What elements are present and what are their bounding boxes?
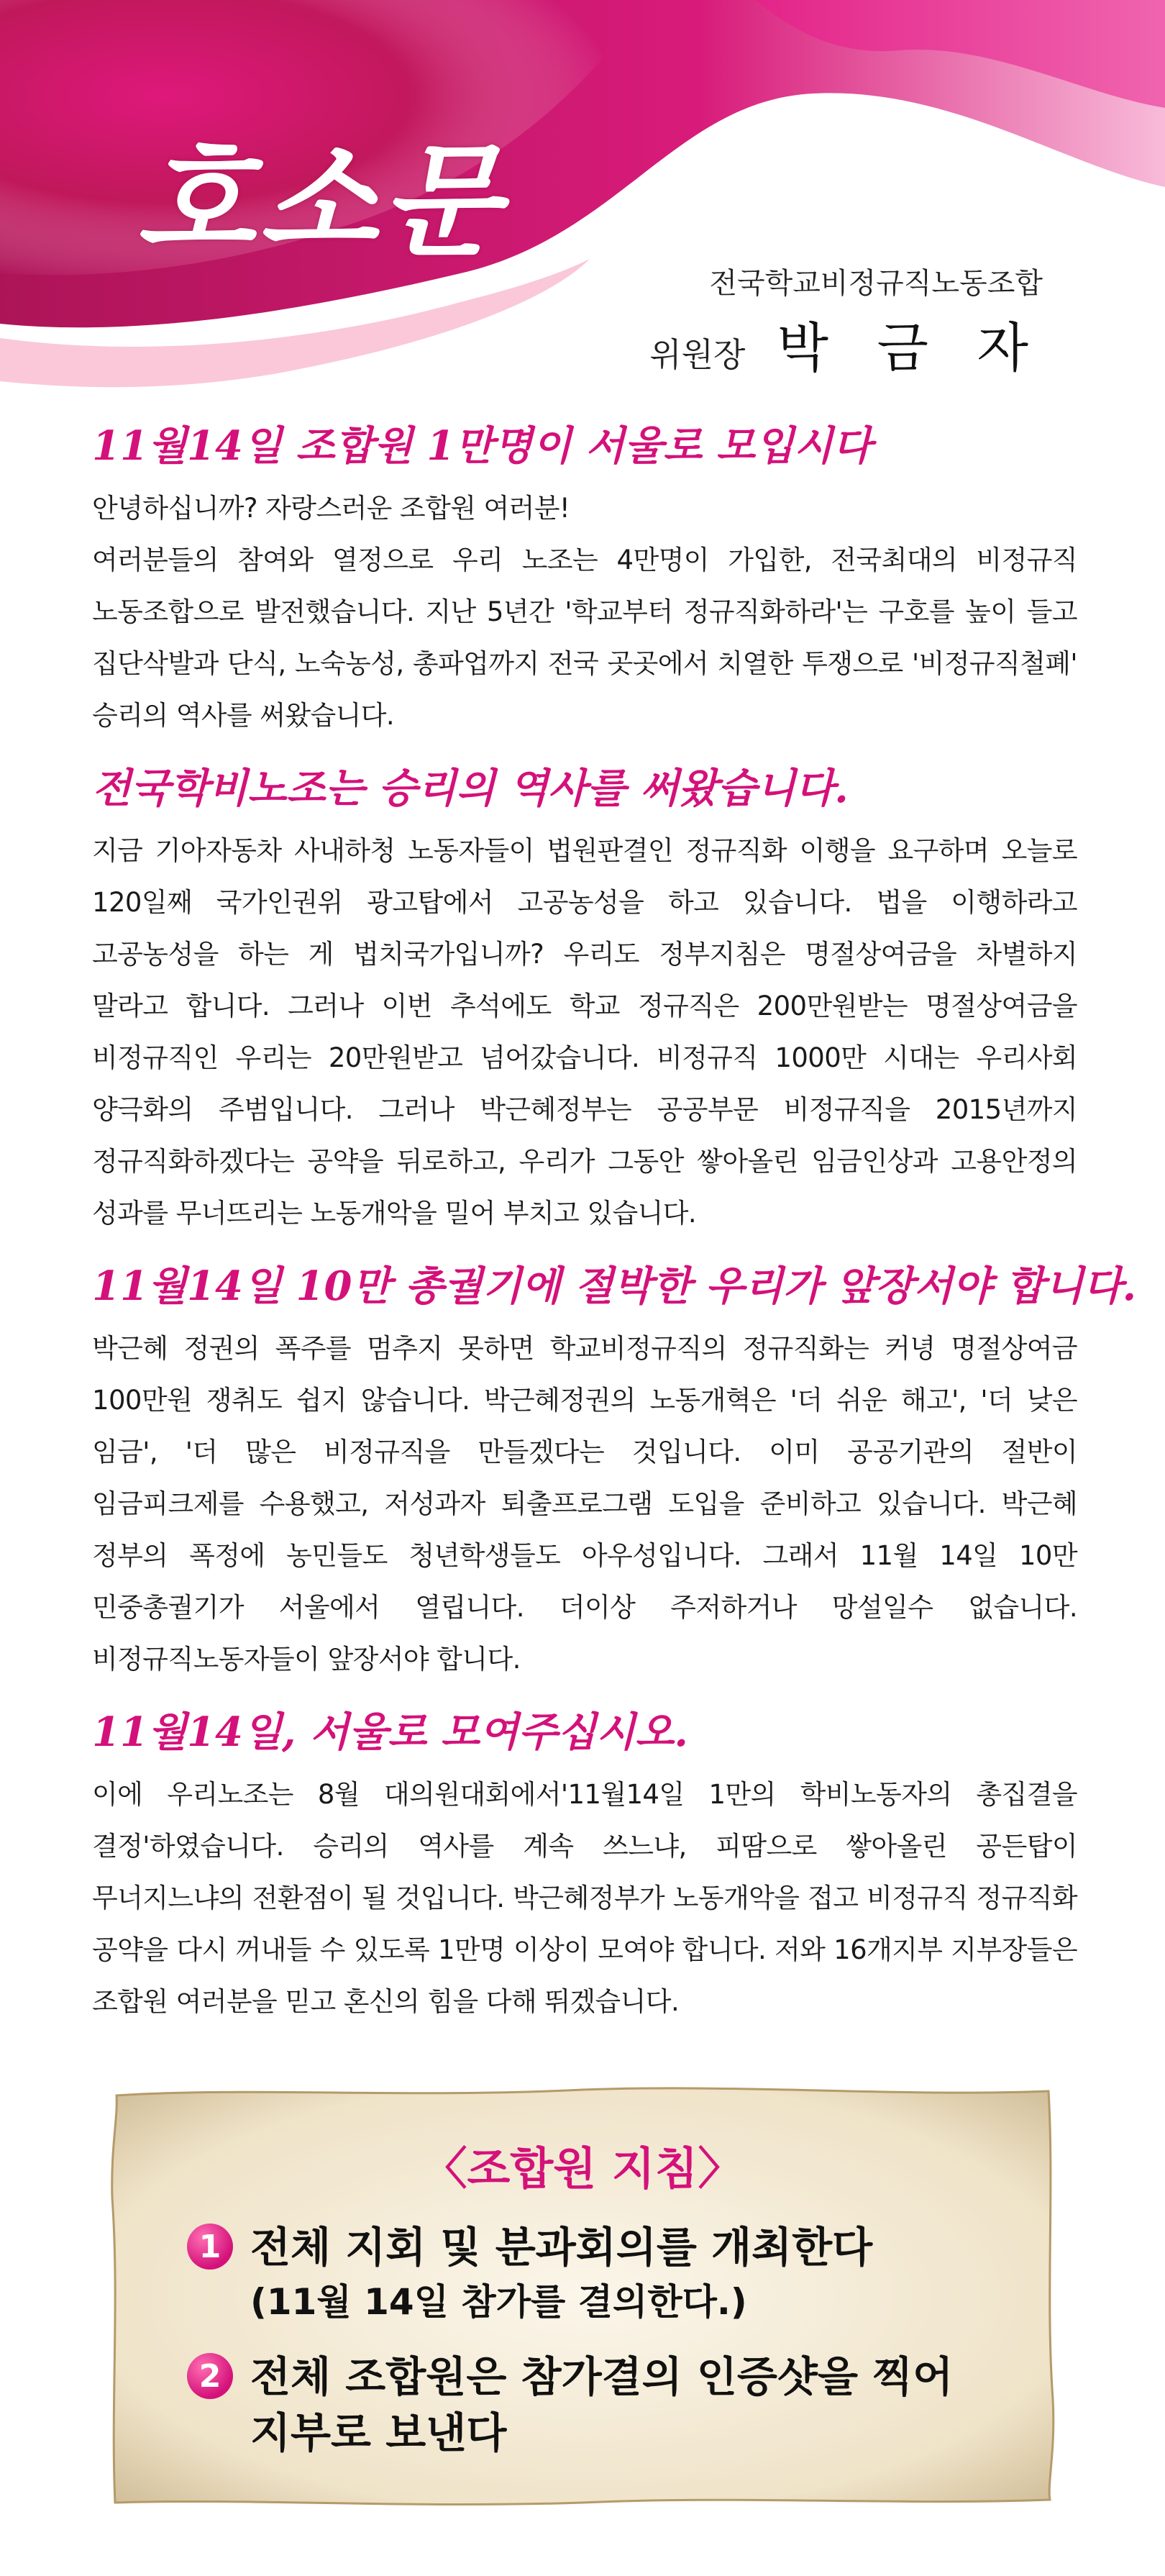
section-1 [92,421,1077,742]
number-2-icon: 2 [187,2353,233,2399]
section-body [92,483,1077,742]
paragraph: 이에 우리노조는 8월 대의원대회에서'11월14일 1만의 학비노동자의 총집결을 결정'하였습니다. 승리의 역사를 계속 쓰느냐, 피땀으로 쌓아올린 공든탑이 무너지느냐의 전환점이 될 것입니다. 박근혜정부가 노동개악을 접고 비정규직 정규직화 공약을 다시 꺼내들 수 있도록 1만명 이상이 모여야 합니다. 저와 16개지부 지부장들은 조합원 여러분을 믿고 혼신의 힘을 다해 뛰겠습니다. [92,1779,1077,2017]
paragraph: 지금 기아자동차 사내하청 노동자들이 법원판결인 정규직화 이행을 요구하며 오늘로 120일째 국가인권위 광고탑에서 고공농성을 하고 있습니다. 법을 이행하라고 고공농성을 하는 게 법치국가입니까? 우리도 정부지침은 명절상여금을 차별하지 말라고 합니다. 그러나 이번 추석에도 학교 정규직은 200만원받는 명절상여금을 비정규직인 우리는 20만원받고 넘어갔습니다. 비정규직 1000만 시대는 우리사회 양극화의 주범입니다. 그러나 박근혜정부는 공공부문 비정규직을 2015년까지 정규직화하겠다는 공약을 뒤로하고, 우리가 그동안 쌓아올린 임금인상과 고용안정의 성과를 무너뜨리는 노동개악을 밀어 부치고 있습니다. [92,835,1077,1229]
section-heading: 전국학비노조는 승리의 역사를 써왔습니다. [92,765,849,812]
section-4 [92,1707,1077,2028]
section-body [92,825,1077,1239]
organization-name: 전국학교비정규직노동조합 [709,267,1043,300]
appeal-sections [92,421,1137,2049]
section-heading: 11월14일 10만 총궐기에 절박한 우리가 앞장서야 합니다. [92,1262,1137,1310]
guideline-line1: 전체 지회 및 분과회의를 개최한다 [250,2223,873,2272]
paragraph: 박근혜 정권의 폭주를 멈추지 못하면 학교비정규직의 정규직화는 커녕 명절상여금 100만원 쟁취도 쉽지 않습니다. 박근혜정권의 노동개혁은 '더 쉬운 해고', '더 낮은 임금', '더 많은 비정규직을 만들겠다는 것입니다. 이미 공공기관의 절반이 임금피크제를 수용했고, 저성과자 퇴출프로그램 도입을 준비하고 있습니다. 박근혜 정부의 폭정에 농민들도 청년학생들도 아우성입니다. 그래서 11월 14일 10만 민중총궐기가 서울에서 열립니다. 더이상 주저하거나 망설일수 없습니다. 비정규직노동자들이 앞장서야 합니다. [92,1333,1077,1675]
section-2 [92,763,1077,1239]
section-heading: 11월14일 조합원 1만명이 서울로 모입시다 [92,422,872,470]
guideline-line2: 지부로 보낸다 [250,2408,507,2457]
guidelines-panel [108,2083,1057,2507]
paragraph: 안녕하십니까? 자랑스러운 조합원 여러분! [92,493,570,524]
section-body [92,1323,1077,1685]
guideline-line1: 전체 조합원은 참가결의 인증샷을 찍어 [250,2352,954,2401]
section-body [92,1769,1077,2028]
guidelines-title: 〈조합원 지침〉 [422,2142,743,2195]
section-3 [92,1261,1137,1685]
number-1-icon: 1 [187,2224,233,2270]
guideline-item-1 [187,2219,872,2329]
section-heading: 11월14일, 서울로 모여주십시오. [92,1708,688,1756]
paragraph: 여러분들의 참여와 열정으로 우리 노조는 4만명이 가입한, 전국최대의 비정규직 노동조합으로 발전했습니다. 지난 5년간 '학교부터 정규직화하라'는 구호를 높이 들고 집단삭발과 단식, 노숙농성, 총파업까지 전국 곳곳에서 치열한 투쟁으로 '비정규직철폐' 승리의 역사를 써왔습니다. [92,545,1077,731]
chairperson [649,306,1044,382]
chairperson-role: 위원장 [649,335,746,374]
guideline-item-2 [187,2349,953,2461]
chairperson-name: 박 금 자 [777,317,1044,379]
main-title: 호소문 [137,129,504,273]
guideline-line2: (11월 14일 참가를 결의한다.) [250,2281,747,2323]
